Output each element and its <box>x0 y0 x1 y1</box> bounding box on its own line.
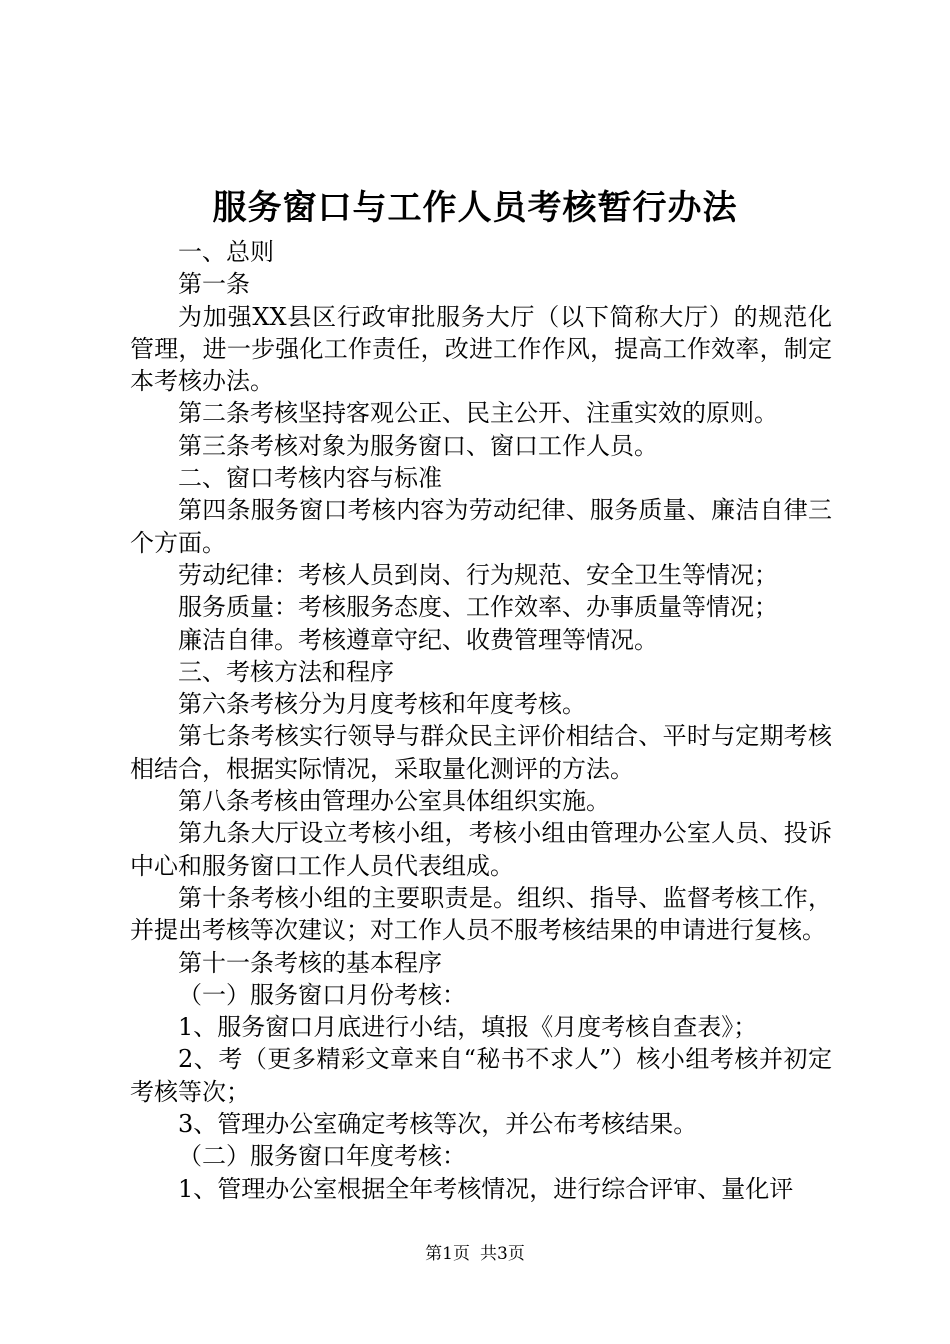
list-item: 1、服务窗口月底进行小结，填报《月度考核自查表》； <box>178 1013 758 1042</box>
paragraph: 第十一条考核的基本程序 <box>178 948 442 977</box>
paragraph: 第七条考核实行领导与群众民主评价相结合、平时与定期考核相结合，根据实际情况，采取量化测评的方法。 <box>130 722 832 783</box>
paragraph: 第六条考核分为月度考核和年度考核。 <box>178 690 586 719</box>
paragraph: 第十条考核小组的主要职责是。组织、指导、监督考核工作，并提出考核等次建议；对工作人员不服考核结果的申请进行复核。 <box>130 883 832 945</box>
paragraph: 廉洁自律。考核遵章守纪、收费管理等情况。 <box>178 625 658 654</box>
paragraph: 劳动纪律：考核人员到岗、行为规范、安全卫生等情况； <box>178 560 778 589</box>
section-heading: 一、总则 <box>178 238 274 266</box>
paragraph: 服务质量：考核服务态度、工作效率、办事质量等情况； <box>178 593 778 622</box>
section-heading: 二、窗口考核内容与标准 <box>178 464 442 493</box>
list-item: 2、考（更多精彩文章来自“秘书不求人”）核小组考核并初定考核等次； <box>130 1045 832 1106</box>
paragraph: 第二条考核坚持客观公正、民主公开、注重实效的原则。 <box>178 399 778 428</box>
article-heading: 第一条 <box>178 270 250 299</box>
paragraph: 第四条服务窗口考核内容为劳动纪律、服务质量、廉洁自律三个方面。 <box>130 496 832 557</box>
paragraph: 为加强XX县区行政审批服务大厅（以下简称大厅）的规范化管理，进一步强化工作责任，改进工作作风，提高工作效率，制定本考核办法。 <box>130 302 832 396</box>
list-item: 1、管理办公室根据全年考核情况，进行综合评审、量化评 <box>178 1174 794 1203</box>
list-subheading: （一）服务窗口月份考核： <box>178 980 466 1009</box>
document-title: 服务窗口与工作人员考核暂行办法 <box>212 188 738 228</box>
section-heading: 三、考核方法和程序 <box>178 657 394 686</box>
page-number: 第1页 <box>425 1244 470 1264</box>
page-footer <box>0 1242 950 1266</box>
paragraph: 第九条大厅设立考核小组，考核小组由管理办公室人员、投诉中心和服务窗口工作人员代表组成。 <box>130 819 832 880</box>
paragraph: 第三条考核对象为服务窗口、窗口工作人员。 <box>178 431 658 460</box>
page-total: 共3页 <box>480 1244 525 1264</box>
list-subheading: （二）服务窗口年度考核： <box>178 1142 466 1171</box>
document-body <box>130 236 832 1205</box>
paragraph: 第八条考核由管理办公室具体组织实施。 <box>178 787 610 816</box>
list-item: 3、管理办公室确定考核等次，并公布考核结果。 <box>178 1110 698 1139</box>
